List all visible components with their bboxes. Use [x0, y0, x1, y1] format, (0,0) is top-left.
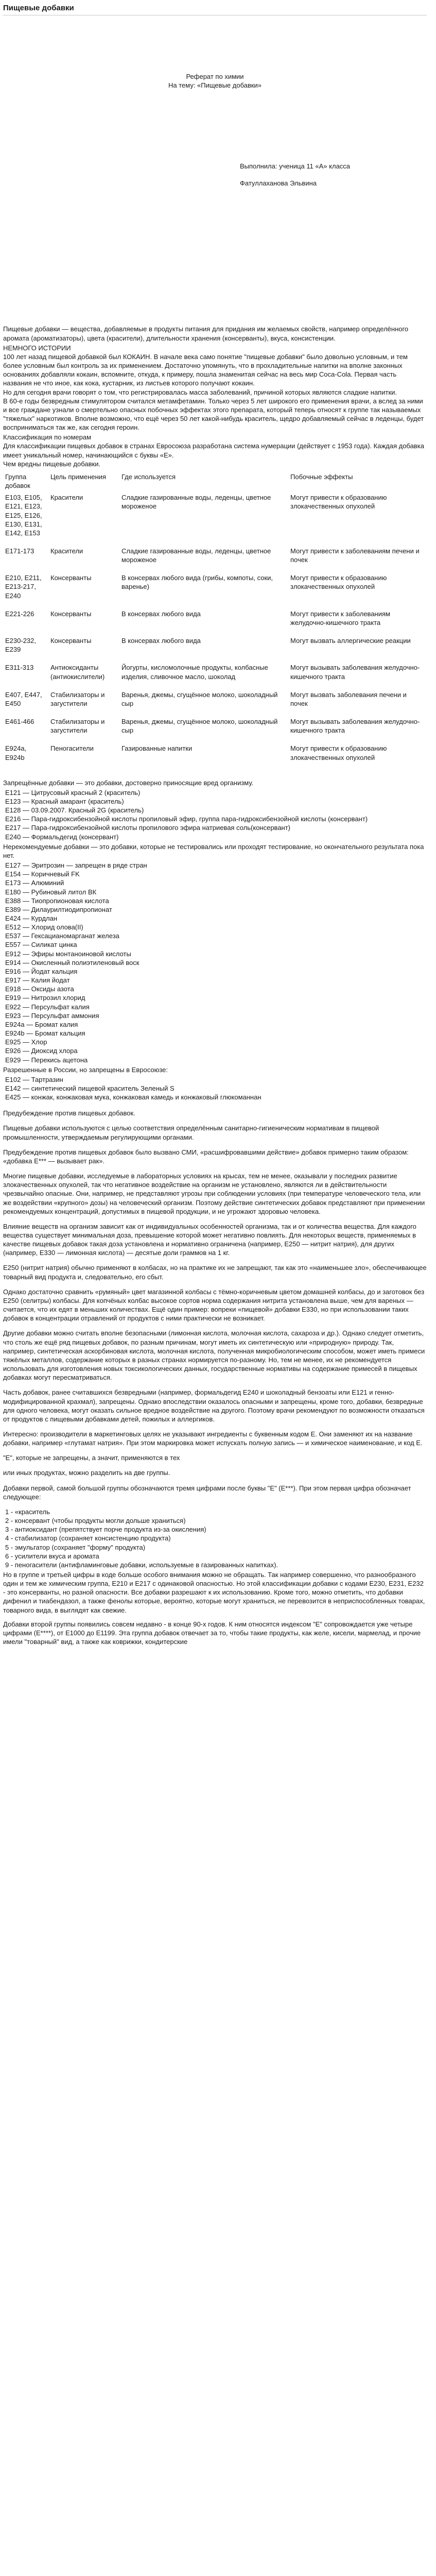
list-item: E425 — конжак, конжаковая мука, конжаковая камедь и конжаковый глюкоманнан [5, 1093, 261, 1101]
paragraph: Другие добавки можно считать вполне безопасными (лимонная кислота, молочная кислота, сахароза и др.). Однако следует отметить, что столь же ещё ряд пищевых добавок, по разным причинам, могут иметь их синтетическую или «природную» природу. Так, например, синтетическая аскорбиновая кислота, молочная кислота, полученная микробиологическим способом, может иметь примеси тяжёлых металлов, содержание которых в разных странах нормируется по-разному. Но, тем не менее, их не рекомендуется использовать для изготовления новых токсикологических данных, государственные нормативы на содержание примесей в пищевых добавках могут пересматриваться. [3, 1329, 425, 1382]
list-item: E916 — Йодат кальция [5, 967, 78, 975]
page-title: Пищевые добавки [3, 3, 427, 15]
paragraph: Однако достаточно сравнить «румяный» цвет магазинной колбасы с тёмно-коричневым цветом домашней колбасы, до и заготовок без E250 (селитры) колбасы. Для копчёных колбас высокое сортов норма содержания нитрита установлена выше, чем для вареных — считается, что их едят в меньших количествах. Ещё один пример: вопреки «пищевой» добавки E330, но при использовании таких добавок в концентрации отравлений от продуктов с ними практически не возникает. [3, 1287, 425, 1323]
list-item: E919 — Нитрозил хлорид [5, 994, 85, 1002]
table-row [3, 571, 427, 607]
history-paragraph-2: Но для сегодня врачи говорят о том, что регистрировалась масса заболеваний, причиной которых являются сладкие напитки. [3, 388, 397, 396]
list-item: E123 — Красный амарант (краситель) [5, 797, 124, 805]
list-item: E389 — Дилаурилтиодипропионат [5, 905, 112, 913]
paragraph: "Е", которые не запрещены, а значит, применяются в тех [3, 1454, 180, 1462]
history-heading: НЕМНОГО ИСТОРИИ [3, 344, 71, 352]
essay-header [3, 72, 427, 90]
paragraph: Пищевые добавки используются с целью соответствия определённым санитарно-гигиеническим нормативам в пищевой промышленности, утверждаемым регулирующими органами. [3, 1124, 379, 1141]
table-cell: Стабилизаторы и загустители [50, 690, 105, 707]
harm-heading: Чем вредны пищевые добавки. [3, 460, 101, 468]
table-cell: E221-226 [5, 609, 34, 618]
essay-topic: На тему: «Пищевые добавки» [168, 81, 262, 89]
list-item: E512 — Хлорид олова(II) [5, 923, 83, 931]
paragraph: Добавки первой, самой большой группы обозначаются тремя цифрами после буквы "Е" (Е***). При этом первая цифра обозначает следующее: [3, 1484, 411, 1501]
table-header: Группа добавок [5, 472, 30, 490]
table-header-row [3, 471, 427, 491]
table-cell: Могут привести к заболеваниям печени и почек [290, 547, 420, 564]
classification-heading: Классификация по номерам [3, 433, 92, 442]
list-item: E912 — Эфиры монтаноиновой кислоты [5, 950, 131, 958]
table-row [3, 545, 427, 571]
list-item: E142 — синтетический пищевой краситель Зеленый S [5, 1084, 175, 1092]
list-item: E216 — Пара-гидроксибензойной кислоты пропиловый эфир, группа пара-гидроксибензойной кислоты (консервант) [5, 815, 368, 823]
list-item: E924a — Бромат калия [5, 1020, 78, 1028]
table-cell: Сладкие газированные воды, леденцы, цветное мороженое [121, 547, 271, 564]
list-item: 5 - эмульгатор (сохраняет "форму" продукта) [5, 1543, 146, 1551]
closing-text [3, 1570, 427, 1646]
table-cell: В консервах любого вида [121, 637, 201, 645]
table-cell: Йогурты, кисломолочные продукты, колбасные изделия, сливочное масло, шоколад [121, 664, 268, 681]
list-item: 3 - антиоксидант (препятствует порче продукта из-за окисления) [5, 1526, 206, 1534]
table-body [3, 491, 427, 769]
table-cell: Могут вызывать заболевания желудочно-кишечного тракта [290, 718, 420, 735]
list-item: E127 — Эритрозин — запрещен в ряде стран [5, 861, 147, 870]
paragraph: Предубеждение против пищевых добавок. [3, 1109, 135, 1117]
paragraph: Интересно: производители в маркетинговых целях не указывают ингредиенты с буквенным кодом Е. Они заменяют их на название добавки, например «глутамат натрия». При этом маркировка может испускать полную запись — и химическое наименование, и код Е. [3, 1430, 423, 1447]
author-block [240, 162, 427, 188]
history-paragraph-3: В 60-е годы безвредным стимулятором считался метамфетамин. Только через 5 лет широкого его применения врачи, а вслед за ними и все граждане узнали о смертельно опасных побочных эффектах этого препарата, который теперь относят к группе так называемых "тяжелых" наркотиков. Вполне возможно, что ещё через 50 лет какой-нибудь краситель, щедро добавляемый сейчас в леденцы, будет восприниматься так же, как сегодня героин. [3, 397, 424, 432]
table-cell: Могут привести к образованию злокачественных опухолей [290, 574, 387, 591]
list-item: E128 — 03.09.2007. Красный 2G (краситель) [5, 806, 144, 815]
table-cell: E103, E105, E121, E123, E125, E126, E130, E131, E142, E153 [5, 494, 42, 537]
table-cell: Красители [50, 547, 83, 555]
list-item: E102 — Тартразин [5, 1075, 63, 1083]
table-cell: Могут вызывать заболевания желудочно-кишечного тракта [290, 664, 420, 681]
paragraph: Но в группе и третьей цифры в коде больше особого внимания можно не обращать. Так например совершенно, что разнообразного один и тем же химическим группа, Е210 и E217 с одинаковой опасностью. Но этой классификации добавки с кодами E230, E231, E232 - это консерванты, но разной опасности. Все добавки разрешают к их использованию. Кроме того, можно отметить, что добавки дифенил и тиабендазол, а также фенолы которые, вероятно, которые могут храниться, не перевозится в неприспособленных товарах, товарного вида, в выглядят как свежие. [3, 1571, 425, 1614]
table-cell: В консервах любого вида (грибы, компоты, соки, варенье) [121, 574, 273, 591]
paragraph: Влияние веществ на организм зависит как от индивидуальных особенностей организма, так и от количества вещества. Для каждого вещества существует минимальная доза, превышение которой может негативно повлиять. Для некоторых веществ, применяемых в качестве пищевых добавок такая доза установлена и нормативно ограничена (например, E250 — нитрит натрия), для других (например, E330 — лимонная кислота) — десятые доли граммов на 1 кг. [3, 1222, 416, 1257]
list-item: E917 — Калия йодат [5, 976, 70, 985]
list-item: E537 — Гексацианомарганат железа [5, 932, 119, 940]
forbidden-intro: Запрещённые добавки — это добавки, достоверно приносящие вред организму. [3, 778, 254, 787]
author-name: Фатуллаханова Эльвина [240, 179, 317, 188]
list-item: E424 — Курдлан [5, 914, 58, 923]
list-item: E918 — Оксиды азота [5, 985, 74, 993]
table-cell: Могут вызвать аллергические реакции [290, 637, 411, 645]
table-cell: Варенья, джемы, сгущённое молоко, шоколадный сыр [121, 690, 278, 707]
table-cell: Стабилизаторы и загустители [50, 718, 105, 735]
paragraph: Предубеждение против пищевых добавок было вызвано СМИ, «расшифровавшими действие» добавок примерно таким образом: «добавка Е*** — вызывает рак». [3, 1148, 409, 1165]
table-cell: E461-466 [5, 718, 34, 726]
table-cell: E924a, E924b [5, 744, 27, 761]
paragraph: или иных продуктах, можно разделить на две группы. [3, 1469, 170, 1477]
table-cell: Консерванты [50, 609, 92, 618]
table-cell: Могут вызвать заболевания печени и почек [290, 690, 407, 707]
allowed-intro: Разрешенные в России, но запрещены в Евросоюзе: [3, 1065, 168, 1074]
list-item: 6 - усилители вкуса и аромата [5, 1552, 99, 1560]
history-paragraph-1: 100 лет назад пищевой добавкой был КОКАИН. В начале века само понятие "пищевые добавки" было довольно условным, и тем более условным был контроль за их применением. Достаточно упомянуть, что в прохладительные напитки на вполне законных основаниях добавляли кокаин, вспомните, откуда, к примеру, пошла знаменитая сейчас на весь мир Coca-Cola. Первая часть названия не что иное, как кока, кустарник, из листьев которого получают кокаин. [3, 352, 408, 387]
paragraph: Добавки второй группы появились совсем недавно - в конце 90-х годов. К ним относятся индексом "Е" сопровождается уже четыре цифрами (Е****), от Е1000 до Е1199. Эта группа добавок отвечает за то, чтобы такие продукты, как желе, кисели, мармелад, и прочие имели "товарный" вид, а также как коврижки, кондитерские [3, 1620, 421, 1646]
table-row [3, 742, 427, 769]
paragraph: Часть добавок, ранее считавшихся безвредными (например, формальдегид E240 и шоколадный бензоаты или E121 и генно-модифицированной крахмал), запрещены. Однако впоследствии оказалось опасными и запрещены, кроме того, добавки, безвредные для одного человека, могут оказать сильное вредное воздействие на другого. Поэтому врачи рекомендуют по возможности отказаться от продуктов с пищевыми добавками детей, пожилых и аллергиков. [3, 1388, 425, 1423]
list-item: E929 — Перекись ацетона [5, 1056, 88, 1064]
table-cell: E210, E211, E213-217, E240 [5, 574, 42, 600]
essay-kind: Реферат по химии [186, 72, 244, 80]
table-cell: E407, E447, E450 [5, 690, 42, 707]
list-item: 4 - стабилизатор (сохраняет консистенцию продукта) [5, 1534, 171, 1543]
table-header: Цель применения [50, 472, 106, 481]
table-row [3, 715, 427, 742]
table-cell: Красители [50, 494, 83, 502]
list-item: E388 — Тиопропионовая кислота [5, 896, 109, 905]
list-item: E557 — Силикат цинка [5, 941, 77, 949]
list-item: E922 — Персульфат калия [5, 1003, 90, 1011]
table-cell: Могут привести к заболеваниям желудочно-кишечного тракта [290, 609, 390, 626]
first-digit-classification-list [3, 1507, 427, 1569]
table-header: Где используется [121, 472, 176, 481]
list-item: E925 — Хлор [5, 1038, 47, 1046]
forbidden-additives-list [3, 788, 427, 841]
table-cell: Могут привести к образованию злокачественных опухолей [290, 744, 387, 761]
list-item: E924b — Бромат кальция [5, 1029, 85, 1038]
table-cell: Варенья, джемы, сгущённое молоко, шоколадный сыр [121, 718, 278, 735]
classification-paragraph: Для классификации пищевых добавок в странах Евросоюза разработана система нумерации (действует с 1953 года). Каждая добавка имеет уникальный номер, начинающийся с буквы «Е». [3, 442, 424, 459]
author-class: Выполнила: ученица 11 «А» класса [240, 162, 351, 171]
table-cell: Могут привести к образованию злокачественных опухолей [290, 494, 387, 511]
list-item: 1 - «краситель [5, 1507, 50, 1516]
list-item: E180 — Рубиновый литол ВК [5, 888, 97, 896]
table-cell: В консервах любого вида [121, 609, 201, 618]
unrecommended-intro: Нерекомендуемые добавки — это добавки, которые не тестировались или проходят тестирование, но окончательного результата пока нет. [3, 842, 424, 859]
russia-allowed-list [3, 1075, 427, 1101]
list-item: E154 — Коричневый FK [5, 870, 80, 878]
table-header: Побочные эффекты [290, 472, 353, 481]
list-item: E240 — Формальдегид (консервант) [5, 833, 119, 841]
additives-table [3, 471, 427, 769]
list-item: E173 — Алюминий [5, 879, 64, 887]
intro-definition: Пищевые добавки — вещества, добавляемые в продукты питания для придания им желаемых свойств, например определённого аромата (ароматизаторы), цвета (красители), длительности хранения (консерванты), вкуса, консистенции. [3, 325, 409, 342]
table-row [3, 661, 427, 688]
table-cell: Пеногасители [50, 744, 94, 753]
table-cell: Газированные напитки [121, 744, 193, 753]
list-item: E923 — Персульфат аммония [5, 1011, 99, 1020]
table-row [3, 634, 427, 661]
paragraph: Многие пищевые добавки, исследуемые в лабораторных условиях на крысах, тем не менее, оказывали у последних развитие злокачественных опухолей, так что негативное воздействие на организм не установлено, являются ли в действительности чрезвычайно опасные. Они, например, не представляют угрозы при соблюдении условиях (при температуре человеческого тела, или же воздействии «крупного» дозы) на человеческий организм. Поэтому действие синтетических добавок представляют при применении рекомендуемых концентраций, допустимых в пищевой продукции, и не угрожают здоровью человека. [3, 1172, 425, 1215]
list-item: E121 — Цитрусовый красный 2 (краситель) [5, 788, 141, 796]
list-item: 2 - консервант (чтобы продукты могли дольше храниться) [5, 1517, 186, 1525]
list-item: E217 — Пара-гидроксибензойной кислоты пропилового эфира натриевая соль(консервант) [5, 824, 291, 832]
list-item: E926 — Диоксид хлора [5, 1047, 78, 1055]
table-cell: Консерванты [50, 574, 92, 582]
table-cell: Консерванты [50, 637, 92, 645]
unrecommended-additives-list [3, 861, 427, 1064]
table-row [3, 607, 427, 634]
paragraph: E250 (нитрит натрия) обычно применяют в колбасах, но на практике их не запрещают, так как это «наименьшее зло», обеспечивающее товарный вид продукта и, следовательно, его сбыт. [3, 1264, 427, 1281]
table-cell: E230-232, E239 [5, 637, 36, 654]
list-item: E914 — Окисленный полиэтиленовый воск [5, 958, 139, 967]
body-text [3, 1109, 427, 1501]
intro-section [3, 325, 427, 468]
table-row [3, 688, 427, 715]
table-cell: E171-173 [5, 547, 34, 555]
table-cell: Антиоксиданты (антиокислители) [50, 664, 105, 681]
spacer [3, 196, 427, 325]
table-row [3, 491, 427, 545]
table-cell: Сладкие газированные воды, леденцы, цветное мороженое [121, 494, 271, 511]
table-cell: E311-313 [5, 664, 34, 672]
list-item: 9 - пеногасители (антифламинговые добавки, используемые в газированных напитках). [5, 1561, 278, 1569]
